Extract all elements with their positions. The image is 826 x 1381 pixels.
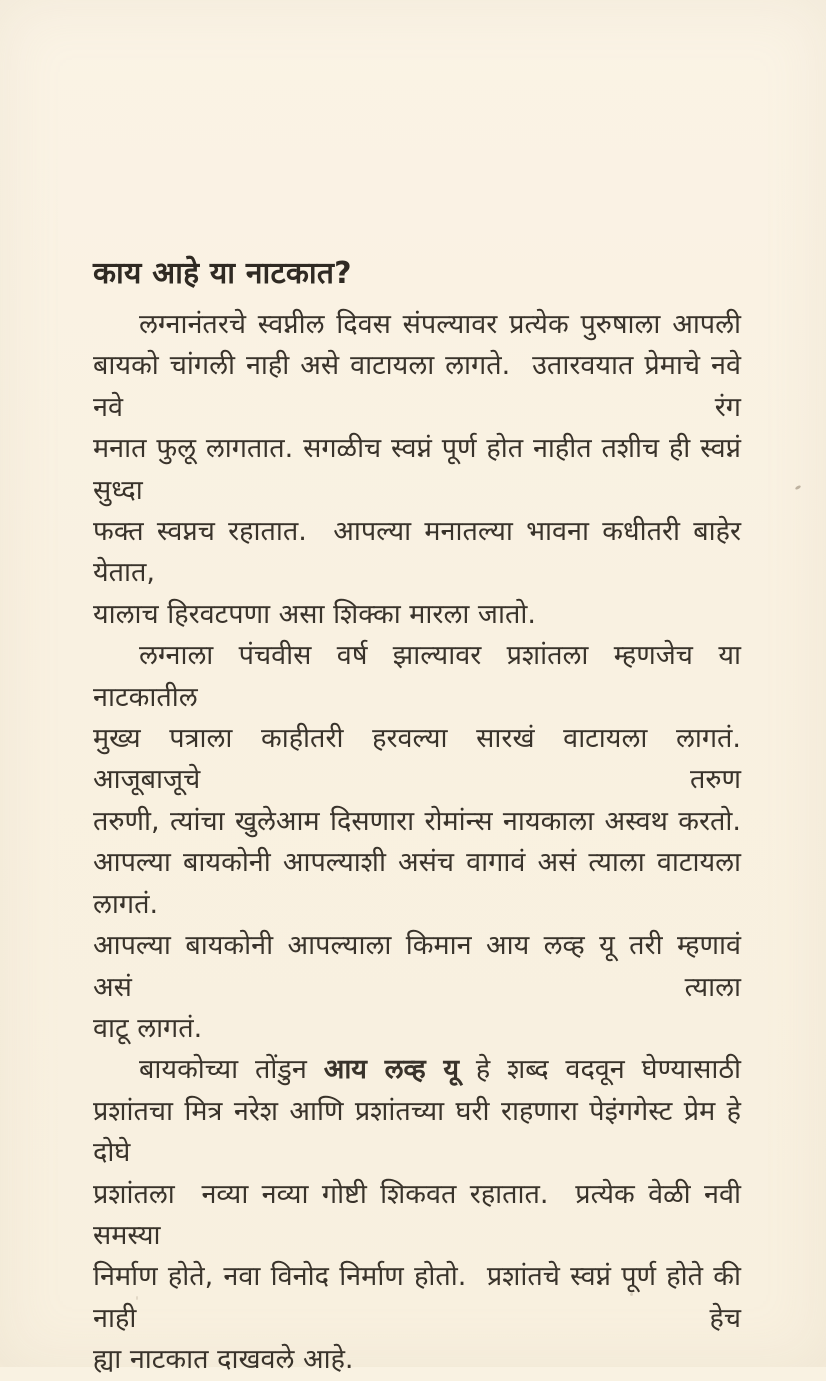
paragraph-1 bbox=[93, 304, 750, 635]
scan-speck bbox=[795, 485, 802, 491]
text-segment: बायकोच्या तोंडुन bbox=[139, 1054, 324, 1086]
text-line: ह्या नाटकात दाखवले आहे. bbox=[93, 1344, 354, 1376]
text-line: फक्त स्वप्नच रहातात. आपल्या मनातल्या भावना कधीतरी बाहेर येतात, bbox=[93, 516, 750, 589]
text-line: वाटू लागतं. bbox=[93, 1012, 203, 1044]
text-line: लग्नाला पंचवीस वर्ष झाल्यावर प्रशांतला म्हणजेच या नाटकातील bbox=[93, 640, 750, 713]
text-line: आपल्या बायकोनी आपल्याला किमान आय लव्ह यू तरी म्हणावं असं त्याला bbox=[93, 930, 750, 1003]
text-line: मुख्य पत्राला काहीतरी हरवल्या सारखं वाटायला लागतं. आजूबाजूचे तरुण bbox=[93, 723, 759, 796]
text-line: प्रशांतचा मित्र नरेश आणि प्रशांतच्या घरी राहणारा पेइंगगेस्ट प्रेम हे दोघे bbox=[93, 1095, 750, 1169]
text-block bbox=[93, 252, 759, 1381]
text-line: आपल्या बायकोनी आपल्याशी असंच वागावं असं त्याला वाटायला लागतं. bbox=[93, 847, 750, 920]
paragraph-3 bbox=[93, 1049, 750, 1380]
text-line: तरुणी, त्यांचा खुलेआम दिसणारा रोमांन्स नायकाला अस्वथ करतो. bbox=[93, 805, 741, 837]
text-segment: हे शब्द वदवून घेण्यासाठी bbox=[459, 1054, 742, 1086]
text-line: प्रशांतला नव्या नव्या गोष्टी शिकवत रहातात. प्रत्येक वेळी नवी समस्या bbox=[93, 1178, 750, 1251]
text-line: मनात फुलू लागतात. सगळीच स्वप्नं पूर्ण होत नाहीत तशीच ही स्वप्नं सुध्दा bbox=[93, 433, 750, 506]
scan-speck bbox=[136, 1296, 138, 1300]
scan-speck bbox=[630, 1293, 633, 1296]
text-line-with-bold bbox=[93, 1049, 741, 1090]
text-line: बायको चांगली नाही असे वाटायला लागते. उतारवयात प्रेमाचे नवे नवे रंग bbox=[93, 350, 750, 423]
text-line: लग्नानंतरचे स्वप्नील दिवस संपल्यावर प्रत्येक पुरुषाला आपली bbox=[139, 309, 741, 340]
paragraph-2 bbox=[93, 635, 759, 1049]
page-title: काय आहे या नाटकात? bbox=[93, 256, 352, 291]
text-line: यालाच हिरवटपणा असा शिक्का मारला जातो. bbox=[93, 598, 536, 630]
text-segment-bold: आय लव्ह यू bbox=[323, 1054, 460, 1086]
text-line: निर्माण होते, नवा विनोद निर्माण होतो. प्रशांतचे स्वप्नं पूर्ण होते की नाही हेच bbox=[93, 1261, 750, 1334]
